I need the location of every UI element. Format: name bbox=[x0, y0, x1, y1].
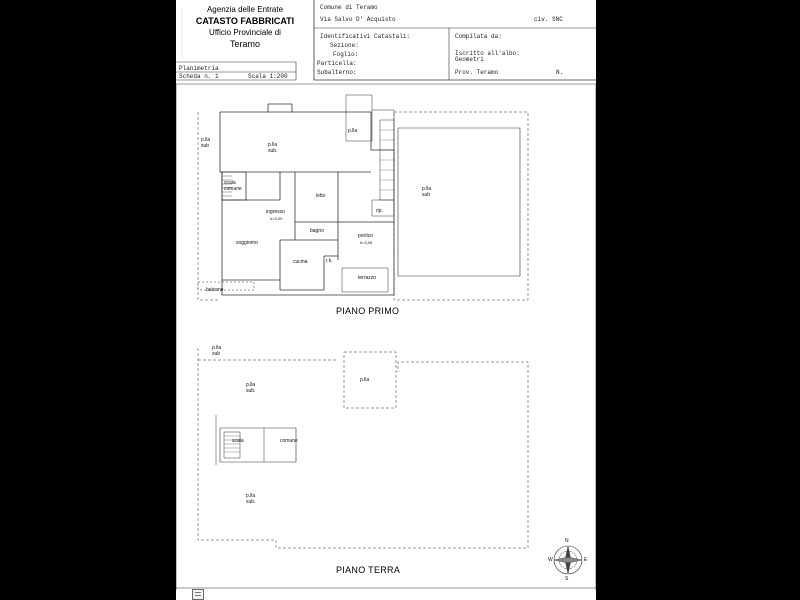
room-terra-plla-small: p.lla bbox=[360, 377, 370, 383]
room-soggiorno: soggiorno bbox=[236, 240, 258, 246]
room-cucina: cucina bbox=[293, 259, 308, 265]
piano-terra-title: PIANO TERRA bbox=[336, 565, 401, 575]
room-rip: rip. bbox=[376, 208, 383, 214]
compass-west: W bbox=[548, 557, 553, 563]
room-terra-plla-sub-top: p.lla sub bbox=[212, 345, 222, 357]
room-plla-top-small: p.lla bbox=[348, 128, 358, 134]
identifiers-title: Identificativi Catastali: bbox=[320, 33, 411, 40]
scheda-label: Scheda n. 1 bbox=[179, 73, 219, 80]
room-portico-height: h=3,05 bbox=[360, 240, 373, 245]
office-city: Teramo bbox=[229, 39, 260, 49]
subalterno-label: Subalterno: bbox=[317, 69, 357, 76]
numero-label: N. bbox=[556, 69, 564, 76]
room-terra-comune: comune bbox=[280, 438, 298, 444]
cadastral-sheet bbox=[176, 0, 596, 600]
compass-east: E bbox=[584, 557, 588, 563]
compilata-label: Compilata da: bbox=[455, 33, 502, 40]
room-rk: r.k. bbox=[326, 258, 333, 264]
document-icon[interactable] bbox=[192, 589, 204, 600]
agency-name: Agenzia delle Entrate bbox=[206, 5, 284, 14]
iscritto-label: Iscritto all'albo: bbox=[455, 50, 520, 57]
room-plla-sub-top: p.lla sub. bbox=[268, 142, 278, 154]
room-ingresso: ingresso bbox=[266, 209, 285, 215]
room-terrazzo: terrazzo bbox=[358, 275, 377, 281]
room-bagno: bagno bbox=[310, 228, 324, 234]
room-scala-comune: scala comune bbox=[224, 180, 242, 192]
planimetria-label: Planimetria bbox=[179, 65, 219, 72]
registry-name: CATASTO FABBRICATI bbox=[195, 16, 295, 26]
room-plla-sub-right: p.lla sub bbox=[422, 186, 432, 198]
room-plla-sub-left: p.lla sub bbox=[201, 137, 211, 149]
room-balcone: balcone bbox=[206, 287, 224, 293]
province-label: Prov. Teramo bbox=[455, 69, 499, 76]
civico-label: civ. SNC bbox=[534, 16, 563, 23]
foglio-label: Foglio: bbox=[333, 51, 359, 58]
room-terra-scala: scala bbox=[232, 438, 244, 444]
room-letto: letto bbox=[316, 193, 326, 199]
floor-plans-drawing bbox=[176, 0, 596, 600]
compass-north: N bbox=[565, 538, 569, 544]
room-ingresso-height: h=3,00 bbox=[270, 216, 283, 221]
compass-south: S bbox=[565, 576, 569, 582]
room-terra-plla-sub-mid: p.lla sub. bbox=[246, 382, 256, 394]
office-name: Ufficio Provinciale di bbox=[209, 28, 281, 37]
scala-label: Scala 1:200 bbox=[248, 73, 288, 80]
profession-label: Geometri bbox=[455, 56, 484, 63]
room-terra-plla-sub-bottom: p.lla sub. bbox=[246, 493, 256, 505]
room-portico: portico bbox=[358, 233, 374, 239]
comune-label: Comune di Teramo bbox=[320, 4, 378, 11]
piano-primo-title: PIANO PRIMO bbox=[336, 306, 400, 316]
particella-label: Particella: bbox=[317, 60, 357, 67]
street-label: Via Salvo D' Acquisto bbox=[320, 16, 396, 23]
sezione-label: Sezione: bbox=[330, 42, 359, 49]
